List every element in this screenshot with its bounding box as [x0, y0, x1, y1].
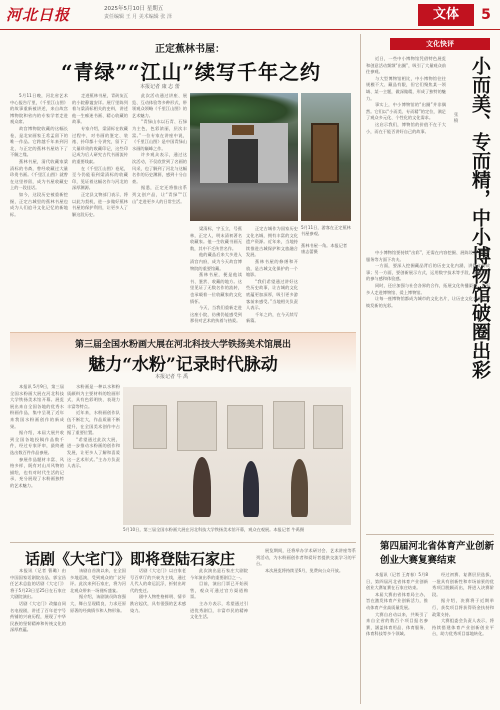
artwork-frame — [177, 401, 217, 451]
paragraph: 同时，还应加强与社会各界的合作，拓展文化传播渠道，让更多人走进博物馆、爱上博物馆。 — [366, 282, 490, 295]
photo-caption: 5月10日，第三届全国水粉画大展在河北科技大学铁扬美术馆开幕，观众在观展。本报记者 牛禹摄 — [123, 527, 305, 532]
paragraph: 该剧自首演以来，在全国多地巡演，受到观众的广泛好评。此次来到石家庄，将为河北观众带来一场视听盛宴。 — [70, 568, 126, 593]
paragraph: 与大型博物馆相比，中小博物馆往往规模不大、藏品有限，但它们聚焦某一领域、某一主题，做深做精，形成了独特的魅力。 — [366, 75, 446, 101]
article1-column-3 — [132, 93, 187, 331]
paragraph: 展览期间，还将举办学术研讨会、艺术讲座等系列活动，为水粉画创作者和爱好者提供交流学习的平台。 — [256, 548, 356, 567]
article2-kicker: 第三届全国水粉画大展在河北科技大学铁扬美术馆展出 — [74, 340, 291, 350]
photo-caption: 蕉林书屋一角。本报记者 康志蕾摄 — [301, 243, 348, 254]
paragraph: 蕉林书屋的修缮和开放，是古城文化保护的一个缩影。 — [246, 258, 298, 278]
article1-byline: 本报记者 康 志 蕾 — [140, 84, 180, 90]
paragraph: 话剧《大宅门》以白家老号百草厅的兴衰为主线，通过几代人的命运沉浮，折射出时代的变迁。 — [130, 568, 186, 593]
article2-headline: 魅力“水粉”记录时代脉动 — [88, 355, 278, 375]
article1-column-4 — [190, 226, 242, 331]
article1-column-2 — [72, 93, 128, 331]
paragraph: 此次活动通过讲座、展览、互动体验等多种形式，带领观众领略《千里江山图》的艺术魅力。 — [132, 93, 187, 118]
paragraph: 大赛自启动以来，共吸引了来自全省的数百个项目报名参赛，涵盖体育用品、体育服务、体育科技等多个领域。 — [366, 611, 428, 637]
paragraph: 据介绍，本届大展共收到全国各地投稿作品数千件，经过专家评审，最终遴选出数百件作品参展。 — [10, 430, 64, 455]
paragraph: 据介绍，决赛将于近期举行，获奖项目将获得资金扶持和政策支持。 — [432, 598, 494, 617]
section-name: 文体 — [418, 4, 474, 26]
article1-kicker: 正定蕉林书屋： — [155, 44, 225, 55]
paragraph: 近日，一些中小博物馆凭借特色展览和创意活动频频“出圈”，吸引了大量观众前往参观。 — [366, 56, 446, 75]
article1-column-1 — [10, 93, 68, 331]
article4-headline: 第四届河北省体育产业创新创业大赛复赛结束 — [380, 541, 495, 566]
paragraph: 此次演出是石家庄大剧院今年演出季的重要剧目之一。 — [190, 568, 248, 580]
paragraph: 走进蕉林书屋，青砖灰瓦的小院静谧安详。展厅里陈列着与梁清标相关的史料，讲述他一生痴迷书画、精心收藏的故事。 — [72, 93, 128, 125]
article1-column-5 — [246, 226, 298, 331]
article3-headline: 话剧《大宅门》即将登陆石家庄 — [24, 550, 235, 568]
paragraph: 蕉林书屋，便是他读书、鉴赏、收藏的地方。这里见证了无数名作的流转，也承载着一位收藏家的文化情怀。 — [190, 272, 242, 304]
paragraph: 参展作品题材丰富、风格多样，既有对山川风物的描绘，也有对时代生活的记录，充分展现了水粉画独特的艺术魅力。 — [10, 456, 64, 488]
commentary-column-2 — [366, 250, 490, 530]
paragraph: 蕉林书屋，清代收藏家梁清标的书斋，曾经收藏过大量珍贵书画。《千里江山图》就曾在这里停留，成为书屋收藏史上的一段佳话。 — [10, 158, 68, 191]
artwork-frame — [227, 405, 263, 449]
article2-column-1 — [10, 384, 64, 532]
article4-column-1 — [366, 572, 428, 706]
commentary-headline: 小而美、专而精，中小博物馆破圈出彩 — [469, 56, 491, 379]
article2-column-2 — [67, 384, 120, 532]
paragraph: 据悉，正定还将推出系列文创产品，让“青绿”“江山”走进更多人的日常生活。 — [132, 185, 187, 204]
paragraph: 本报讯（记者 王育春）5月8日，第四届河北省体育产业创新创业大赛复赛在石家庄结束。 — [366, 572, 428, 591]
paragraph: 本报讯（记者 曹璐）由中国国家话剧院出品、郭宝昌任艺术总监的话剧《大宅门》将于5月23日至25日在石家庄大剧院演出。 — [10, 568, 66, 600]
divider — [366, 534, 494, 535]
paragraph: 本届大赛由省体育局主办，旨在激发体育产业创新活力，推动体育产业高质量发展。 — [366, 591, 428, 610]
paragraph: 千年之约，在今天续写新篇。 — [246, 311, 298, 324]
commentary-byline: 张 楠 — [453, 112, 458, 123]
paragraph: 故宫博物院收藏的这幅长卷，是北宋画家王希孟留下的唯一作品。它跨越千年来到河北，与正定的蕉林书屋结下了不解之缘。 — [10, 125, 68, 158]
visitor-figure — [243, 461, 259, 517]
paragraph: 水粉画是一种以水和粉质颜料为主要材料的绘画形式，具有色彩明快、表现力丰富等特点。 — [67, 384, 120, 409]
paragraph: 如今，这段历史被重新挖掘，正定古城里的蕉林书屋也成为人们追寻文化记忆的新地标。 — [10, 191, 68, 217]
paragraph: 事实上，中小博物馆的“出圈”并非偶然。它们以“小而美、专而精”的定位，满足了观众多元化、个性化的文化需求。 — [366, 102, 446, 121]
paragraph: 5月11日晚，河北省艺术中心报告厅里，《千里江山图》的故事重新被讲述，来自故宫博物院和省内的专家学者走进观众席。 — [10, 93, 68, 125]
paragraph: 近年来，水粉画创作队伍不断壮大，作品质量不断提升，在全国美术创作中占据了重要位置。 — [67, 410, 120, 436]
paragraph: 今天，当我们重新走进这座小院，仿佛仍能感受到那份对艺术的执着与热爱。 — [190, 305, 242, 324]
paragraph: 在《千里江山图》卷尾，至今仍能看到梁清标的收藏印，见证着这幅名作与河北的深厚渊源。 — [72, 165, 128, 191]
paragraph: 大赛组委会负责人表示，将持续搭建体育产业创新创业平台，助力优秀项目落地转化。 — [432, 618, 494, 637]
artwork-frame — [313, 405, 343, 449]
paragraph: “青绿山水以石青、石绿为主色，色彩浓丽，层次丰富。”一位专家在讲座中说，《千里江山图》是中国青绿山水画的巅峰之作。 — [132, 119, 187, 151]
masthead — [0, 0, 500, 30]
paragraph: 本报讯 5月9日，第三届全国水粉画大展在河北科技大学铁扬美术馆开幕。展览展出来自全国各地的优秀水粉画作品，集中呈现了近年来我国水粉画创作的新成果。 — [10, 384, 64, 429]
paragraph: 经过初赛、复赛层层选拔，一批具有创新性和市场前景的优秀项目脱颖而出，将进入决赛阶段。 — [432, 572, 494, 597]
plaque-photo — [301, 93, 351, 221]
article1-headline: “青绿”“江山”续写千年之约 — [60, 60, 321, 84]
article2-continued-column — [256, 548, 356, 706]
divider — [10, 542, 356, 543]
commentary-tag: 文化快评 — [390, 38, 490, 50]
paragraph: 让每一座博物馆都成为城市的文化名片，让历史文化在新时代焕发新的光彩。 — [366, 296, 490, 308]
masthead-editor: 责任编辑 王 月 美术编辑 张 泽 — [104, 14, 172, 20]
jiaolin-study-gate-photo — [190, 93, 298, 221]
paragraph: 正定县文物部门表示，将以此为契机，进一步做好蕉林书屋的保护利用，让更多人了解这段历史。 — [72, 191, 128, 217]
photo-caption: 5月11日，游客在正定蕉林书屋参观。 — [301, 225, 351, 236]
paragraph: 剧中人物性格鲜明、情节跌宕起伏，具有很强的艺术感染力。 — [130, 594, 186, 613]
article4-column-2 — [432, 572, 494, 706]
paragraph: 目前，演出门票已开始预售，观众可通过官方渠道购票。 — [190, 581, 248, 600]
article3-column-3 — [130, 568, 186, 706]
artwork-frame — [133, 405, 167, 449]
paragraph: 本次展览将持续至6月，免费向公众开放。 — [265, 567, 344, 573]
article3-column-4 — [190, 568, 248, 706]
wooden-plaque — [311, 123, 339, 183]
visitor-figure — [291, 459, 308, 517]
paragraph: 主办方表示，希望通过引进优秀剧目，丰富市民的精神文化生活。 — [190, 600, 248, 620]
artwork-frame — [273, 401, 305, 449]
article3-column-1 — [10, 568, 66, 706]
paragraph: “我们希望通过讲好这些历史故事，让古城的文化底蕴更加深厚，吸引更多游客前来感受。”当地相关负责人表示。 — [246, 278, 298, 311]
article2-byline: 本报记者 牛 禹 — [155, 374, 189, 380]
paragraph: 据介绍，该剧演员阵容强大，舞台呈现精良，力求还原原著的经典情节和人物形象。 — [70, 594, 126, 613]
visitor-figure — [193, 457, 211, 517]
paragraph: 一方面，要深入挖掘藏品背后的历史文化内涵，讲好文物故事；另一方面，要创新展示方式，运用数字技术等手段，增强观众的参与感和体验感。 — [366, 263, 490, 282]
paragraph: 正定古城作为国家历史文化名城，拥有丰富的文化遗产资源。近年来，当地持续推进古城保护和文旅融合发展。 — [246, 226, 298, 258]
paragraph: 话剧《大宅门》改编自同名电视剧，讲述了百年老字号药铺的兴衰历程，展现了中华民族的坚韧精神和传统文化的深厚底蕴。 — [10, 600, 66, 633]
doorway — [228, 139, 258, 183]
paragraph: 中小博物馆要持续“出彩”，还需在内容挖掘、展陈设计、公共服务等方面下功夫。 — [366, 250, 490, 262]
paragraph: 他的藏品后来大多进入清宫内府，成为今天故宫博物院的重要馆藏。 — [190, 252, 242, 271]
newspaper-logo: 河北日报 — [6, 6, 71, 24]
exhibition-hall-photo — [123, 387, 351, 525]
paragraph: 专家介绍，梁清标在收藏过程中，对书画的鉴定、装裱、钤印都十分讲究，留下了大量珍贵的收藏印记，这些印记成为后人研究古代书画流传的重要线索。 — [72, 125, 128, 164]
paragraph: “希望通过此次大展，进一步推动水粉画的创作和发展，让更多人了解和喜爱这一艺术形式。”主办方负责人表示。 — [67, 436, 120, 469]
paragraph: 梁清标，字玉立，号蕉林，正定人，明末清初著名收藏家。他一生收藏书画无数，其中不乏传世名作。 — [190, 226, 242, 251]
paragraph: 许多观众表示，通过这次活动，不仅欣赏到了名画的风采，也了解到了河北与这幅名作的历史渊源，感到十分自豪。 — [132, 152, 187, 184]
column-divider — [360, 34, 361, 704]
commentary-column-1 — [366, 56, 446, 246]
paragraph: 这启示我们，博物馆的价值不在于大小，而在于能否讲好自己的故事。 — [366, 121, 446, 134]
sign-board — [232, 125, 254, 135]
masthead-date: 2025年5月10日 星期五 — [104, 6, 164, 12]
article3-column-2 — [70, 568, 126, 706]
page-number: 5 — [481, 7, 491, 23]
